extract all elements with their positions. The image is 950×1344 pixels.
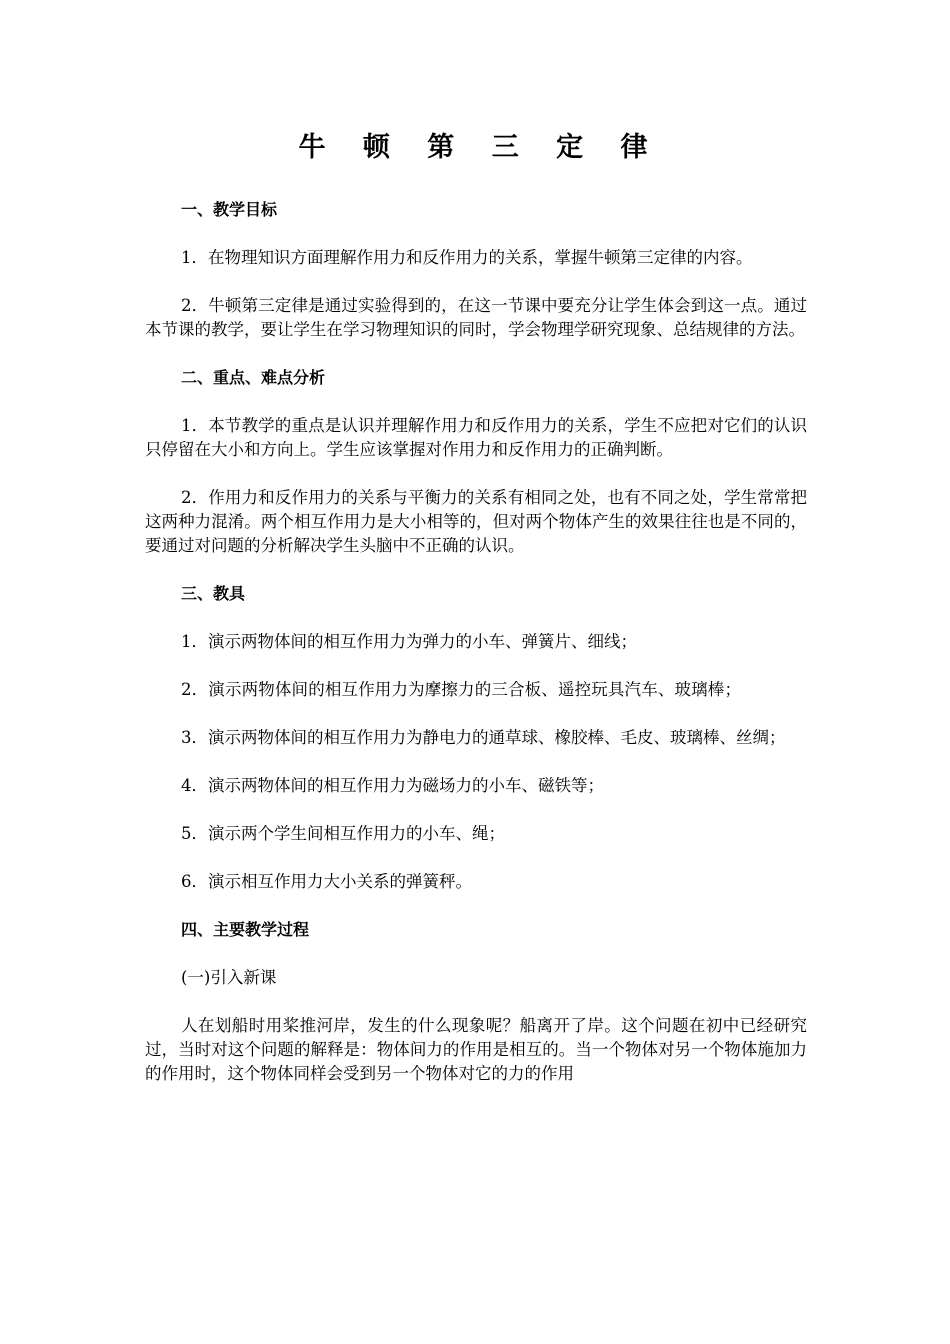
- section-heading: 一、教学目标: [181, 200, 278, 219]
- section-teaching-process: [145, 918, 807, 1086]
- section-objectives: [145, 198, 807, 342]
- list-item: 2．演示两物体间的相互作用力为摩擦力的三合板、遥控玩具汽车、玻璃棒；: [181, 680, 742, 699]
- section-heading: 二、重点、难点分析: [181, 368, 326, 387]
- list-item: 3．演示两物体间的相互作用力为静电力的通草球、橡胶棒、毛皮、玻璃棒、丝绸；: [181, 728, 786, 747]
- page-title: 牛 顿 第 三 定 律: [298, 132, 662, 163]
- paragraph: 2．牛顿第三定律是通过实验得到的，在这一节课中要充分让学生体会到这一点。通过本节课的教学，要让学生在学习物理知识的同时，学会物理学研究现象、总结规律的方法。: [145, 296, 807, 339]
- list-item: 1．演示两物体间的相互作用力为弹力的小车、弹簧片、细线；: [181, 632, 637, 651]
- section-heading: 四、主要教学过程: [181, 920, 310, 939]
- subsection-label: (一)引入新课: [181, 968, 277, 987]
- document-body: [145, 128, 807, 1110]
- paragraph: 1．在物理知识方面理解作用力和反作用力的关系，掌握牛顿第三定律的内容。: [181, 248, 753, 267]
- paragraph: 1．本节教学的重点是认识并理解作用力和反作用力的关系，学生不应把对它们的认识只停留在大小和方向上。学生应该掌握对作用力和反作用力的正确判断。: [145, 416, 807, 459]
- section-teaching-aids: [145, 582, 807, 894]
- section-heading: 三、教具: [181, 584, 246, 603]
- list-item: 6．演示相互作用力大小关系的弹簧秤。: [181, 872, 472, 891]
- list-item: 4．演示两物体间的相互作用力为磁场力的小车、磁铁等；: [181, 776, 604, 795]
- section-key-points: [145, 366, 807, 558]
- list-item: 5．演示两个学生间相互作用力的小车、绳；: [181, 824, 505, 843]
- paragraph: 2．作用力和反作用力的关系与平衡力的关系有相同之处，也有不同之处，学生常常把这两种力混淆。两个相互作用力是大小相等的，但对两个物体产生的效果往往也是不同的，要通过对问题的分析解决学生头脑中不正确的认识。: [145, 488, 807, 555]
- paragraph: 人在划船时用桨推河岸，发生的什么现象呢？船离开了岸。这个问题在初中已经研究过，当时对这个问题的解释是：物体间力的作用是相互的。当一个物体对另一个物体施加力的作用时，这个物体同样会受到另一个物体对它的力的作用: [145, 1016, 807, 1083]
